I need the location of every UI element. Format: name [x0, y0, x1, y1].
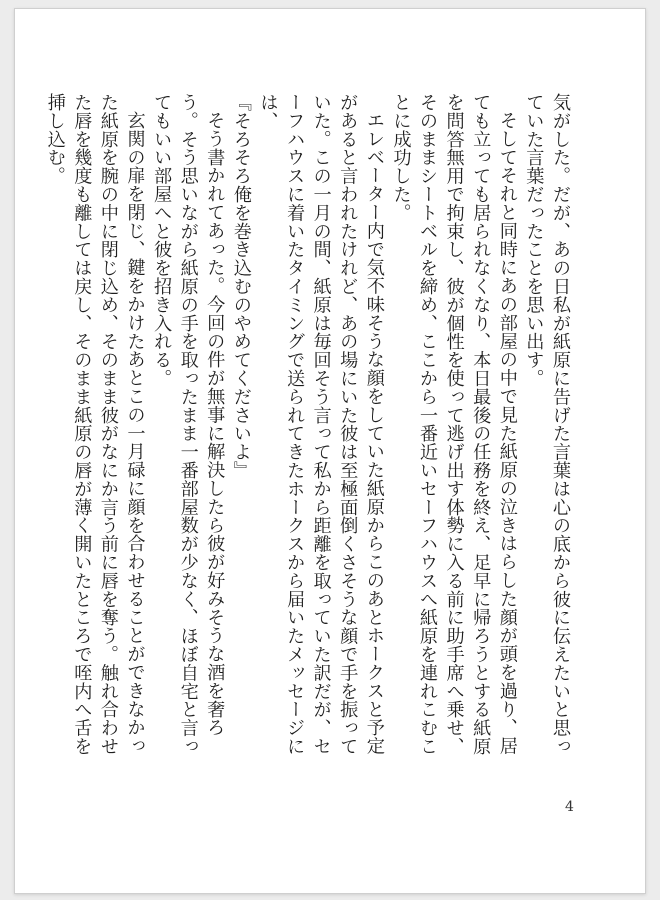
paragraph-6: 玄関の扉を閉じ、鍵をかけたあとこの一月碌に顔を合わせることができなかった紙原を腕の中に閉じ込め、そのまま彼がなにか言う前に唇を奪う。触れ合わせた唇を幾度も離しては戻し、そのまま紙原の唇が薄く開いたところで咥内へ舌を挿し込む。 [44, 93, 146, 756]
paragraph-4-quote: 『そろそろ俺を巻き込むのやめてくださいよ』 [230, 93, 252, 480]
book-page [14, 8, 646, 894]
vertical-text-body [41, 93, 573, 773]
paragraph-1: 気がした。だが、あの日私が紙原に告げた言葉は心の底から彼に伝えたいと思っていた言葉だったことを思い出す。 [523, 93, 571, 756]
paragraph-5: そう書かれてあった。今回の件が無事に解決したら彼が好みそうな酒を奢ろう。そう思いながら紙原の手を取ったまま一番部屋数が少なく、ほぼ自宅と言ってもいい部屋へと彼を招き入れる。 [151, 93, 226, 756]
paragraph-3: エレベーター内で気不味そうな顔をしていた紙原からこのあとホークスと予定があると言われたけれど、あの場にいた彼は至極面倒くさそうな顔で手を振っていた。この一月の間、紙原は毎回そう言って私から距離を取っていた訳だが、セーフハウスに着いたタイミングで送られてきたホークスから届いたメッセージには、 [257, 93, 385, 756]
page-number: 4 [565, 799, 574, 815]
paragraph-2: そしてそれと同時にあの部屋の中で見た紙原の泣きはらした顔が頭を過り、居ても立っても居られなくなり、本日最後の任務を終え、足早に帰ろうとする紙原を問答無用で拘束し、彼が個性を使って逃げ出す体勢に入る前に助手席へ乗せ、そのままシートベルを締め、ここから一番近いセーフハウスへ紙原を連れこむことに成功した。 [390, 93, 518, 756]
